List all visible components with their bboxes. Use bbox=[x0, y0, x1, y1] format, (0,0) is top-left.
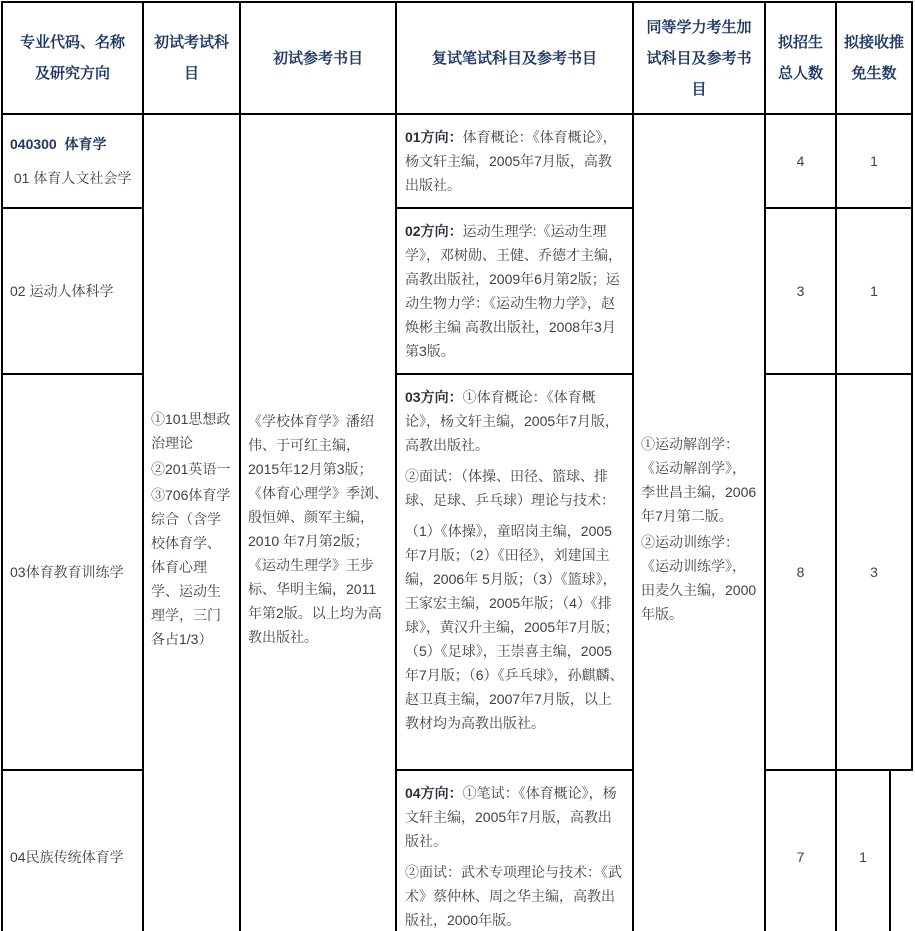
initial-reference-text: 《学校体育学》潘绍伟、于可红主编，2015年12月第3版；《体育心理学》季浏、殷恒婵、颜军主编，2010 年7月第2版；《运动生理学》王步标、华明主编，2011年第2版。以上均为高教出版社。 bbox=[248, 412, 388, 645]
initial-subject-1: ①101思想政治理论 bbox=[151, 410, 231, 451]
cell-planned-total-01: 4 bbox=[765, 114, 836, 208]
cell-retest-02 bbox=[396, 208, 633, 374]
addtest-subject-2: ②运动训练学：《运动训练学》，田麦久主编，2000年版。 bbox=[641, 533, 757, 622]
retest-paragraph: ②面试：（体操、田径、篮球、排球、足球、乒乓球）理论与技术： bbox=[405, 468, 615, 508]
retest-paragraph: 04方向：①笔试：《体育概论》，杨文轩主编，2005年7月版，高教出版社。 bbox=[405, 785, 617, 849]
cell-initial-exam-subjects bbox=[143, 114, 240, 931]
retest-paragraph: 01方向：体育概论：《体育概论》，杨文轩主编，2005年7月版，高教出版社。 bbox=[405, 129, 617, 193]
cell-recommended-04: 1 bbox=[836, 770, 890, 931]
retest-paragraph: （1）《体操》，童昭岗主编，2005年7月版；（2）《田径》，刘建国主编，2006年 5月版；（3）《篮球》，王家宏主编，2005年版；（4）《排球》，黄汉升主编，2005年7月版；（5）《足球》，王崇喜主编，2005年7月版；（6）《乒乓球》，孙麒麟、赵卫真主编，2007年7月版，以上教材均为高教出版社。 bbox=[405, 523, 624, 731]
cell-direction-02 bbox=[2, 208, 143, 374]
header-recommended-exempt: 拟接收推免生数 bbox=[836, 2, 912, 114]
direction-name-02: 02 运动人体科学 bbox=[10, 283, 114, 299]
admissions-table bbox=[1, 1, 913, 931]
direction-label-04: 04方向： bbox=[405, 785, 463, 801]
retest-paragraph: 02方向：运动生理学:《运动生理学》，邓树勋、王健、乔德才主编，高教出版社，2009年6月第2版；运动生物力学：《运动生物力学》，赵焕彬主编 高教出版社，2008年3月第3版。 bbox=[405, 223, 622, 359]
header-planned-total: 拟招生总人数 bbox=[765, 2, 836, 114]
cell-retest-03 bbox=[396, 374, 633, 770]
header-equivalency-addtest: 同等学力考生加试科目及参考书目 bbox=[633, 2, 765, 114]
table-row bbox=[2, 114, 912, 208]
cell-direction-04 bbox=[2, 770, 143, 931]
header-initial-exam-subjects: 初试考试科目 bbox=[143, 2, 240, 114]
cell-initial-reference-books bbox=[240, 114, 396, 931]
direction-name-01: 01 体育人文社会学 bbox=[10, 170, 132, 186]
cell-retest-04 bbox=[396, 770, 633, 931]
direction-label-02: 02方向： bbox=[405, 223, 463, 239]
header-major-code: 专业代码、名称及研究方向 bbox=[2, 2, 143, 114]
cell-direction-01 bbox=[2, 114, 143, 208]
cell-equivalency-addtest bbox=[633, 114, 765, 931]
header-retest-subjects: 复试笔试科目及参考书目 bbox=[396, 2, 633, 114]
cell-recommended-01: 1 bbox=[836, 114, 912, 208]
cell-retest-01 bbox=[396, 114, 633, 208]
header-row bbox=[2, 2, 912, 114]
cell-recommended-02: 1 bbox=[836, 208, 912, 374]
direction-name-04: 04民族传统体育学 bbox=[10, 848, 124, 865]
initial-subject-3: ③706体育学综合（含学校体育学、体育心理学、运动生理学，三门各占1/3） bbox=[151, 486, 231, 647]
addtest-subject-1: ①运动解剖学：《运动解剖学》，李世昌主编，2006年7月第二版。 bbox=[641, 435, 757, 524]
table-corner-filler bbox=[890, 770, 912, 931]
cell-planned-total-04: 7 bbox=[765, 770, 836, 931]
header-initial-reference-books: 初试参考书目 bbox=[240, 2, 396, 114]
program-code: 040300 体育学 bbox=[10, 136, 107, 152]
retest-paragraph: ②面试：武术专项理论与技术：《武术》蔡仲林、周之华主编，高教出版社，2000年版。 bbox=[405, 864, 622, 928]
table-row bbox=[2, 374, 912, 770]
cell-planned-total-02: 3 bbox=[765, 208, 836, 374]
direction-label-03: 03方向： bbox=[405, 389, 463, 405]
initial-subject-2: ②201英语一 bbox=[151, 460, 231, 477]
direction-label-01: 01方向： bbox=[405, 129, 463, 145]
table-row bbox=[2, 208, 912, 374]
retest-paragraph: 03方向：①体育概论：《体育概论》，杨文轩主编，2005年7月版，高教出版社。 bbox=[405, 389, 619, 453]
cell-direction-03 bbox=[2, 374, 143, 770]
table-row bbox=[2, 770, 912, 931]
cell-planned-total-03: 8 bbox=[765, 374, 836, 770]
cell-recommended-03: 3 bbox=[836, 374, 912, 770]
direction-name-03: 03体育教育训练学 bbox=[10, 564, 124, 580]
